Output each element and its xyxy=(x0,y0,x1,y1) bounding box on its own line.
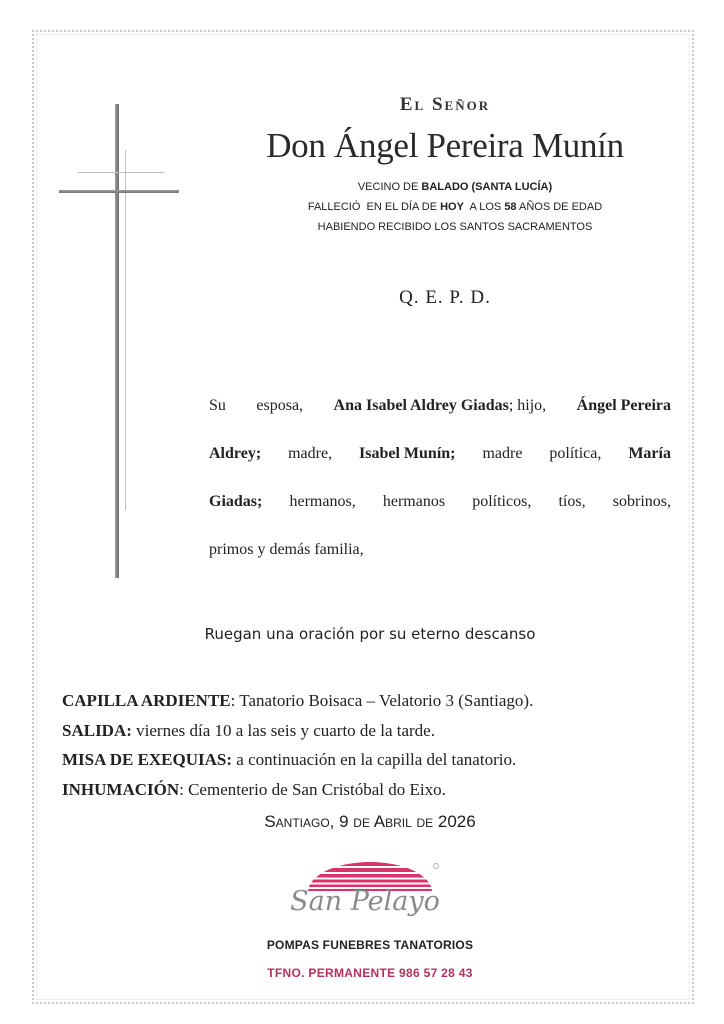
family-name: Giadas; xyxy=(209,493,263,510)
service-details xyxy=(62,686,662,804)
detail-label: MISA DE EXEQUIAS: xyxy=(62,750,233,769)
detail-sep: : xyxy=(230,691,236,710)
family-name: Ángel Pereira xyxy=(576,397,671,414)
family-word: Su xyxy=(209,397,226,414)
detail-text: a continuación en la capilla del tanatorio. xyxy=(232,750,517,769)
info-place: BALADO (SANTA LUCÍA) xyxy=(421,181,553,193)
cross-horizontal-line xyxy=(78,172,164,173)
family-word: sobrinos, xyxy=(612,493,671,510)
detail-row-burial xyxy=(62,775,662,805)
family-member xyxy=(334,382,547,430)
info-age: 58 xyxy=(504,201,517,213)
detail-label: SALIDA: xyxy=(62,720,132,740)
place-date: Santiago, 9 de Abril de 2026 xyxy=(264,812,476,831)
family-word: primos y demás familia, xyxy=(209,541,364,558)
family-name: Aldrey; xyxy=(209,445,262,462)
info-line-death xyxy=(290,201,620,213)
family-word: políticos, xyxy=(472,493,532,510)
detail-row-chapel xyxy=(62,686,662,716)
deceased-name: Don Ángel Pereira Munín xyxy=(266,126,624,165)
company-logo xyxy=(290,856,450,936)
cross-vertical-bar xyxy=(115,104,119,578)
qepd: Q. E. P. D. xyxy=(399,287,491,308)
cross-horizontal-bar xyxy=(59,190,179,193)
info-text: VECINO DE xyxy=(357,181,422,193)
title-honorific: El Señor xyxy=(399,94,491,115)
info-text: AÑOS DE EDAD xyxy=(516,201,603,213)
family-paragraph xyxy=(209,382,671,574)
detail-label: INHUMACIÓN xyxy=(62,779,180,799)
family-word: esposa, xyxy=(256,397,304,414)
family-word: madre, xyxy=(288,445,333,462)
detail-row-departure xyxy=(62,716,662,746)
logo-text: San Pelayo xyxy=(290,886,440,917)
info-day: HOY xyxy=(440,201,464,213)
prayer-line: Ruegan una oración por su eterno descanso xyxy=(204,625,536,643)
family-word: tíos, xyxy=(558,493,586,510)
family-line xyxy=(209,526,671,574)
info-line-residence xyxy=(290,181,620,193)
family-word: ; hijo, xyxy=(508,397,547,414)
info-text: FALLECIÓ EN EL DÍA DE xyxy=(307,201,441,213)
family-line xyxy=(209,430,671,478)
family-name: María xyxy=(628,445,671,462)
detail-label: CAPILLA ARDIENTE xyxy=(62,691,231,710)
company-name: POMPAS FUNEBRES TANATORIOS xyxy=(266,938,474,952)
family-line xyxy=(209,478,671,526)
family-name: Isabel Munín; xyxy=(359,445,456,462)
detail-text: Tanatorio Boisaca – Velatorio 3 (Santiago). xyxy=(235,691,534,710)
detail-row-mass xyxy=(62,745,662,775)
detail-sep: : xyxy=(179,779,184,799)
family-word: madre xyxy=(482,445,523,462)
cross-vertical-line xyxy=(125,150,126,510)
family-word: hermanos xyxy=(382,493,446,510)
company-phone: TFNO. PERMANENTE 986 57 28 43 xyxy=(267,966,473,980)
info-line-sacraments: HABIENDO RECIBIDO LOS SANTOS SACRAMENTOS xyxy=(317,221,593,233)
family-word: política, xyxy=(549,445,602,462)
info-text: A LOS xyxy=(463,201,505,213)
detail-text: viernes día 10 a las seis y cuarto de la tarde. xyxy=(131,720,435,740)
family-word: hermanos, xyxy=(289,493,356,510)
detail-text: Cementerio de San Cristóbal do Eixo. xyxy=(183,779,446,799)
family-name: Ana Isabel Aldrey Giadas xyxy=(333,397,509,414)
family-line xyxy=(209,382,671,430)
